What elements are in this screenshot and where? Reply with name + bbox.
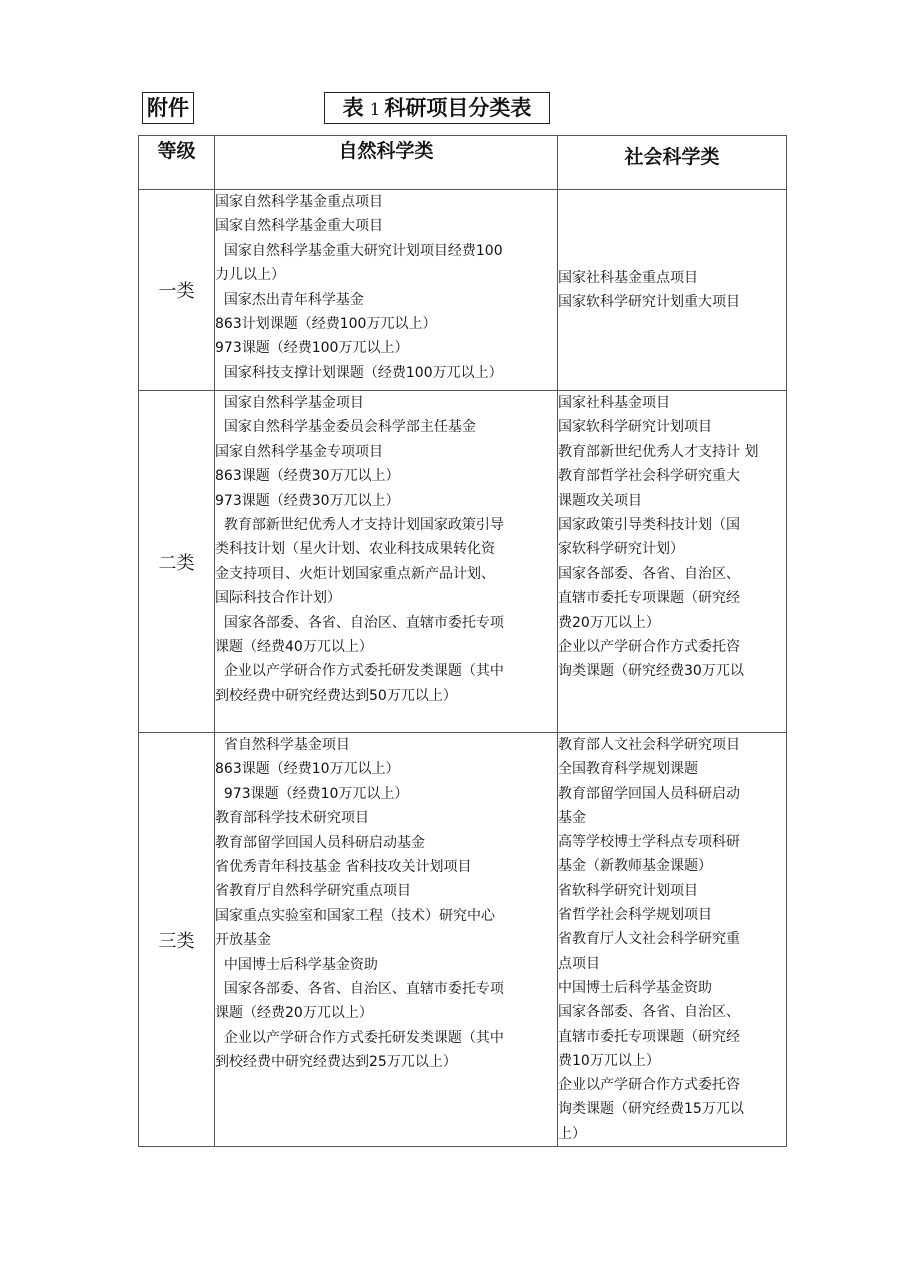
cell-line: 973课题（经费100万兀以上） [215, 340, 409, 357]
cell-line: 高等学校博士学科点专项科研 [558, 834, 740, 851]
cell-line: 国家杰出青年科学基金 [215, 291, 364, 308]
cell-line: 国家重点实验室和国家工程（技术）研究中心 [215, 907, 495, 924]
cell-line: 力儿以上） [215, 267, 285, 284]
natural-cell [215, 190, 558, 391]
cell-line: 教育部留学回国人员科研启动基金 [215, 834, 425, 851]
cell-line: 国际科技合作计划） [215, 590, 341, 607]
grade-cell: 三类 [139, 733, 215, 1147]
cell-line: 国家软科学研究计划项目 [558, 419, 712, 436]
cell-line: 省教育厅自然科学研究重点项目 [215, 883, 411, 900]
cell-line: 家软科学研究计划） [558, 541, 684, 558]
cell-line: 企业以产学研合作方式委托研发类课题（其中 [215, 663, 504, 680]
cell-line: 教育部人文社会科学研究项目 [558, 737, 740, 753]
column-header-social: 社会科学类 [558, 136, 787, 190]
grade-cell: 二类 [139, 391, 215, 733]
social-cell [558, 391, 787, 733]
cell-line: 中国博士后科学基金资助 [558, 979, 712, 996]
cell-line: 省哲学社会科学规划项目 [558, 907, 712, 924]
cell-line: 国家软科学研究计划重大项目 [558, 294, 740, 310]
cell-line: 省优秀青年科技基金 省科技攻关计划项目 [215, 859, 472, 876]
cell-line: 开放基金 [215, 932, 271, 949]
cell-line: 省软科学研究计划项目 [558, 882, 698, 899]
cell-line: 国家各部委、各省、自治区、 [558, 565, 740, 582]
cell-line: 国家政策引导类科技计划（国 [558, 517, 740, 534]
cell-line: 金支持项目、火炬计划国家重点新产品计划、 [215, 565, 495, 582]
social-cell [558, 190, 787, 391]
cell-line: 教育部新世纪优秀人才支持计划国家政策引导 [215, 517, 504, 534]
cell-line: 973课题（经费30万兀以上） [215, 492, 400, 509]
cell-line: 询类课题（研究经费30万兀以 [558, 663, 744, 680]
cell-line: 教育部科学技术研究项目 [215, 810, 369, 827]
cell-line: 企业以产学研合作方式委托咨 [558, 639, 740, 656]
cell-line: 基金（新教师基金课题） [558, 858, 712, 875]
cell-line: 国家社科基金项目 [558, 395, 670, 411]
cell-line: 国家社科基金重点项目 [558, 269, 698, 286]
cell-line: 863计划课题（经费100万兀以上） [215, 316, 437, 333]
cell-line: 基金 [558, 809, 586, 826]
cell-line: 企业以产学研合作方式委托咨 [558, 1077, 740, 1094]
cell-line: 直辖市委托专项课题（研究经 [558, 590, 740, 607]
grade-cell: 一类 [139, 190, 215, 391]
attachment-label: 附件 [142, 92, 194, 124]
cell-line: 到校经费中研究经费达到50万兀以上） [215, 687, 457, 704]
cell-line: 课题（经费40万兀以上） [215, 639, 373, 656]
cell-line: 点项目 [558, 955, 600, 972]
cell-line: 国家各部委、各省、自治区、直辖市委托专项 [215, 981, 504, 998]
cell-line: 863课题（经费10万兀以上） [215, 761, 400, 778]
cell-line: 全国教育科学规划课题 [558, 761, 698, 778]
cell-line: 上） [558, 1125, 586, 1142]
cell-line: 国家各部委、各省、自治区、直辖市委托专项 [215, 614, 504, 631]
table-title-text: 科研项目分类表 [384, 96, 532, 120]
cell-line: 国家自然科学基金重大研究计划项目经费100 [215, 242, 503, 259]
classification-table [138, 135, 787, 1147]
cell-line: 费10万兀以上） [558, 1052, 660, 1069]
cell-line: 到校经费中研究经费达到25万兀以上） [215, 1054, 457, 1071]
table-header-row [139, 136, 787, 190]
table-title-prefix: 表 [342, 96, 364, 120]
cell-line: 省自然科学基金项目 [215, 737, 350, 753]
cell-line: 直辖市委托专项课题（研究经 [558, 1028, 740, 1045]
cell-line: 863课题（经费30万兀以上） [215, 468, 400, 485]
cell-line: 教育部新世纪优秀人才支持计 划 [558, 443, 759, 460]
cell-line: 973课题（经费10万兀以上） [215, 785, 409, 802]
cell-line: 国家科技支撑计划课题（经费100万兀以上） [215, 364, 503, 381]
cell-line: 企业以产学研合作方式委托研发类课题（其中 [215, 1029, 504, 1046]
table-number: 1 [369, 100, 381, 120]
cell-line: 课题（经费20万兀以上） [215, 1005, 373, 1022]
cell-line: 教育部哲学社会科学研究重大 [558, 468, 740, 485]
natural-cell [215, 733, 558, 1147]
table-row [139, 391, 787, 733]
cell-line: 课题攻关项目 [558, 492, 642, 509]
column-header-grade: 等级 [139, 136, 215, 190]
cell-line: 国家自然科学基金专项项目 [215, 443, 383, 460]
natural-cell [215, 391, 558, 733]
table-row [139, 733, 787, 1147]
cell-line: 国家自然科学基金重大项目 [215, 218, 383, 235]
cell-line: 省教育厅人文社会科学研究重 [558, 931, 740, 948]
cell-line: 教育部留学回国人员科研启动 [558, 785, 740, 802]
cell-line: 国家自然科学基金委员会科学部主任基金 [215, 419, 476, 436]
table-row [139, 190, 787, 391]
cell-line: 国家自然科学基金项目 [215, 395, 364, 411]
social-cell [558, 733, 787, 1147]
cell-line: 国家自然科学基金重点项目 [215, 194, 383, 210]
cell-line: 类科技计划（星火计划、农业科技成果转化资 [215, 541, 495, 558]
cell-line: 中国博士后科学基金资助 [215, 956, 378, 973]
cell-line: 费20万兀以上） [558, 614, 660, 631]
cell-line: 国家各部委、各省、自治区、 [558, 1004, 740, 1021]
cell-line: 询类课题（研究经费15万兀以 [558, 1101, 744, 1118]
table-title [324, 92, 550, 124]
column-header-natural: 自然科学类 [215, 136, 558, 190]
